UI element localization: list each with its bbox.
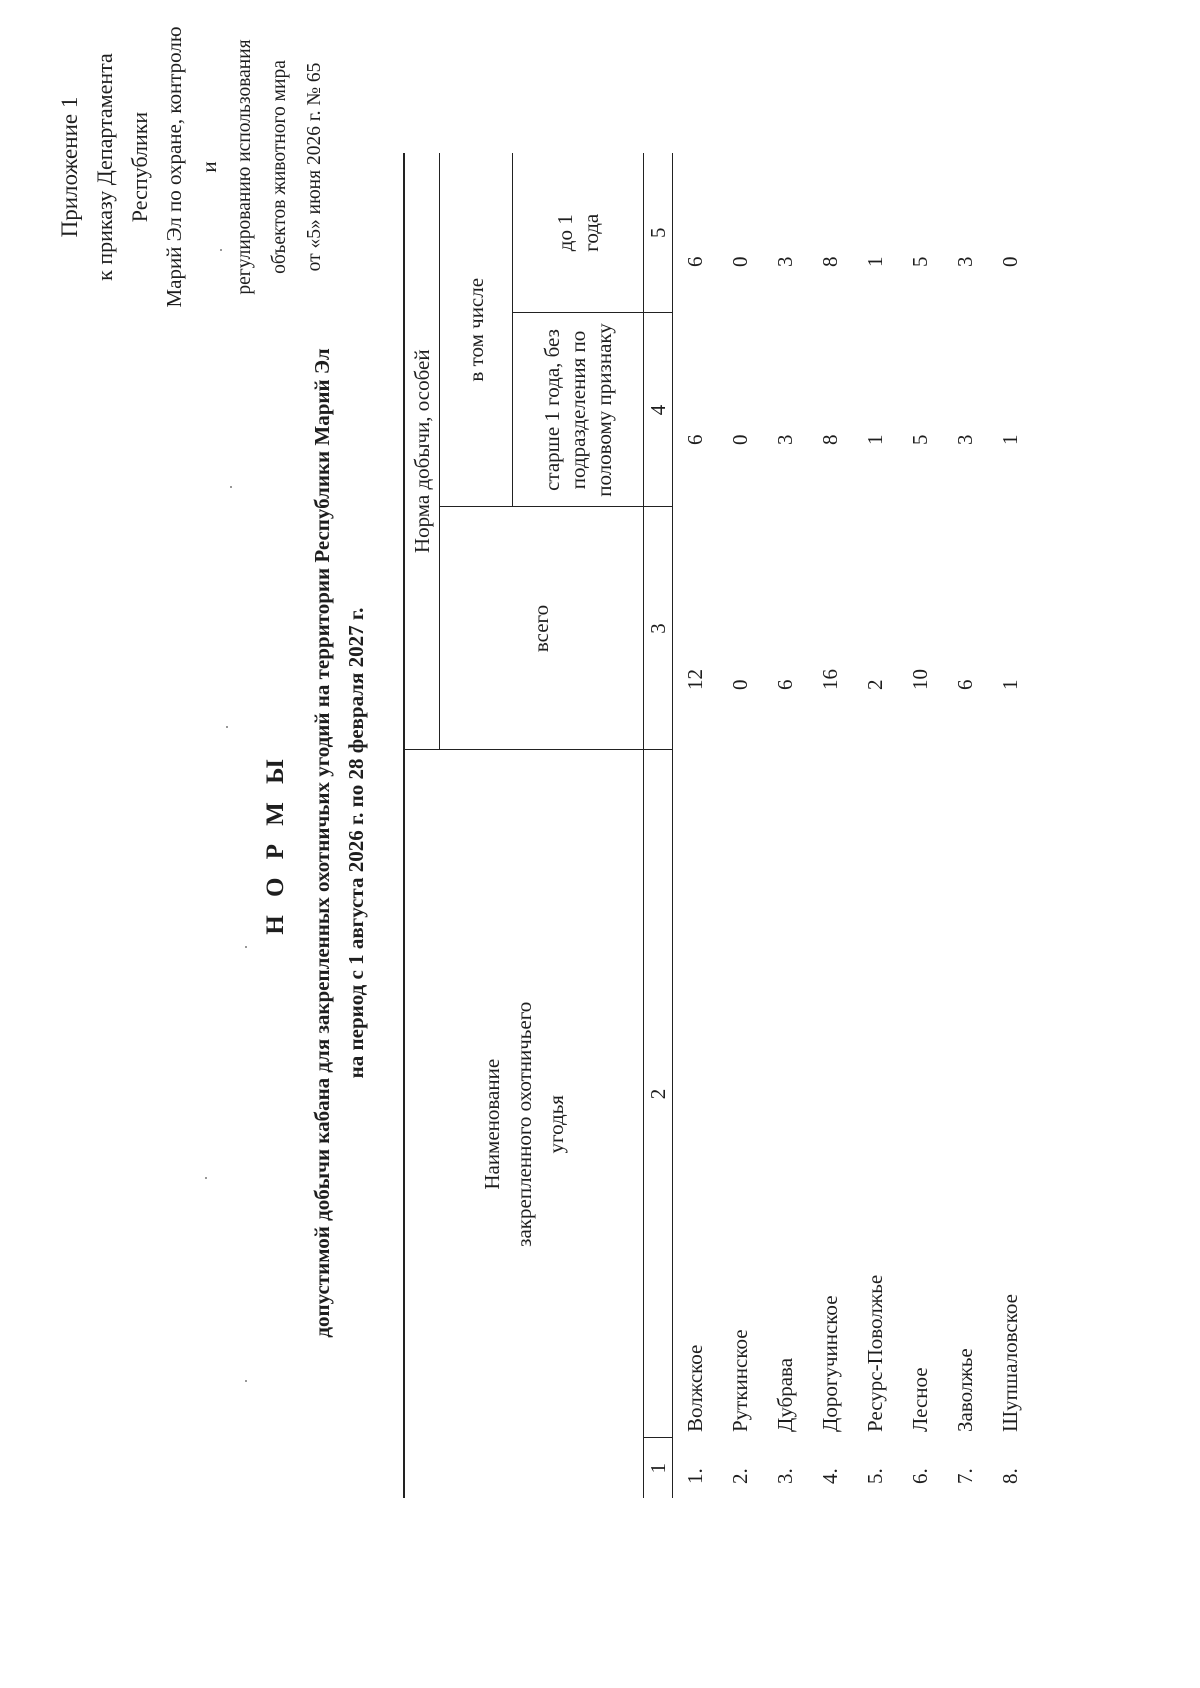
row-number: 6. <box>908 1468 932 1484</box>
header-norm: Норма добычи, особей <box>410 349 434 554</box>
row-number: 4. <box>818 1468 842 1484</box>
row-number: 8. <box>998 1468 1022 1484</box>
column-number-3: 3 <box>644 507 673 750</box>
hunting-ground-name: Ресурс-Поволжье <box>863 1274 887 1432</box>
table-row <box>763 153 808 1498</box>
header-including: в том числе <box>463 277 488 382</box>
appendix-line-5: объектов животного мира <box>269 60 290 274</box>
table-row <box>898 153 943 1498</box>
appendix-line-3: Марий Эл по охране, контролю и <box>162 26 221 308</box>
header-total-cell <box>440 507 644 750</box>
table-row <box>718 153 763 1498</box>
older-value: 0 <box>728 434 752 445</box>
column-number-2: 2 <box>644 750 673 1438</box>
header-norm-cell <box>404 153 440 750</box>
scan-speck <box>205 1177 207 1179</box>
header-including-cell <box>440 153 513 507</box>
column-number-5: 5 <box>644 153 673 313</box>
table-row <box>673 153 719 1498</box>
subtitle-line-2-period: с 1 августа 2026 г. по 28 февраля 2027 г. <box>344 607 368 980</box>
younger-value: 0 <box>728 256 752 267</box>
scan-speck <box>245 1380 247 1382</box>
column-number-1: 1 <box>644 1438 673 1498</box>
appendix-line-6: от «5» июня 2026 г. № 65 <box>304 62 325 272</box>
total-value: 6 <box>773 679 797 690</box>
header-younger: до 1 года <box>553 213 603 252</box>
younger-value: 6 <box>683 256 707 267</box>
total-value: 1 <box>998 679 1022 690</box>
table-row <box>988 153 1033 1498</box>
subtitle-line-2 <box>339 118 373 1568</box>
scan-speck <box>230 486 232 488</box>
appendix-header <box>52 26 332 308</box>
header-older: старше 1 года, без подразделения по половому признаку <box>540 323 616 497</box>
row-number: 1. <box>683 1468 707 1484</box>
total-value: 2 <box>863 679 887 690</box>
appendix-line-4: регулированию использования <box>234 39 255 295</box>
norms-table <box>403 153 1033 1498</box>
older-value: 8 <box>818 434 842 445</box>
appendix-line-2: к приказу Департамента Республики <box>92 53 152 281</box>
total-value: 16 <box>818 669 842 690</box>
subtitle-line-2-prefix: на период <box>344 979 368 1079</box>
table-row <box>853 153 898 1498</box>
row-number: 7. <box>953 1468 977 1484</box>
total-value: 12 <box>683 669 707 690</box>
scan-speck <box>245 946 247 948</box>
header-younger-cell <box>513 153 644 313</box>
hunting-ground-name: Дубрава <box>773 1357 797 1432</box>
total-value: 0 <box>728 679 752 690</box>
scan-speck <box>220 249 222 251</box>
table-row <box>808 153 853 1498</box>
older-value: 1 <box>863 434 887 445</box>
younger-value: 3 <box>953 256 977 267</box>
appendix-line-1: Приложение 1 <box>57 96 82 238</box>
header-older-cell <box>513 313 644 507</box>
hunting-ground-name: Шупшаловское <box>998 1294 1022 1432</box>
younger-value: 8 <box>818 256 842 267</box>
hunting-ground-name: Руткинское <box>728 1329 752 1432</box>
total-value: 6 <box>953 679 977 690</box>
hunting-ground-name: Дорогучинское <box>818 1295 842 1432</box>
row-number: 3. <box>773 1468 797 1484</box>
hunting-ground-name: Волжское <box>683 1344 707 1432</box>
scan-speck <box>226 726 228 728</box>
younger-value: 5 <box>908 256 932 267</box>
row-number: 2. <box>728 1468 752 1484</box>
subtitle-line-1: допустимой добычи кабана для закрепленных охотничьих угодий на территории Республики Марий Эл <box>310 348 334 1338</box>
hunting-ground-name: Лесное <box>908 1367 932 1432</box>
total-value: 10 <box>908 669 932 690</box>
younger-value: 0 <box>998 256 1022 267</box>
header-name: Наименование закрепленного охотничьего угодья <box>480 1001 568 1247</box>
younger-value: 1 <box>863 256 887 267</box>
row-number: 5. <box>863 1468 887 1484</box>
hunting-ground-name: Заволжье <box>953 1348 977 1432</box>
older-value: 5 <box>908 434 932 445</box>
older-value: 1 <box>998 434 1022 445</box>
document-title: Н О Р М Ы <box>262 753 289 935</box>
document-subtitle <box>305 118 373 1568</box>
header-name-cell <box>404 750 644 1498</box>
table-row <box>943 153 988 1498</box>
column-number-4: 4 <box>644 313 673 507</box>
header-total: всего <box>529 604 553 653</box>
older-value: 3 <box>953 434 977 445</box>
younger-value: 3 <box>773 256 797 267</box>
older-value: 3 <box>773 434 797 445</box>
older-value: 6 <box>683 434 707 445</box>
